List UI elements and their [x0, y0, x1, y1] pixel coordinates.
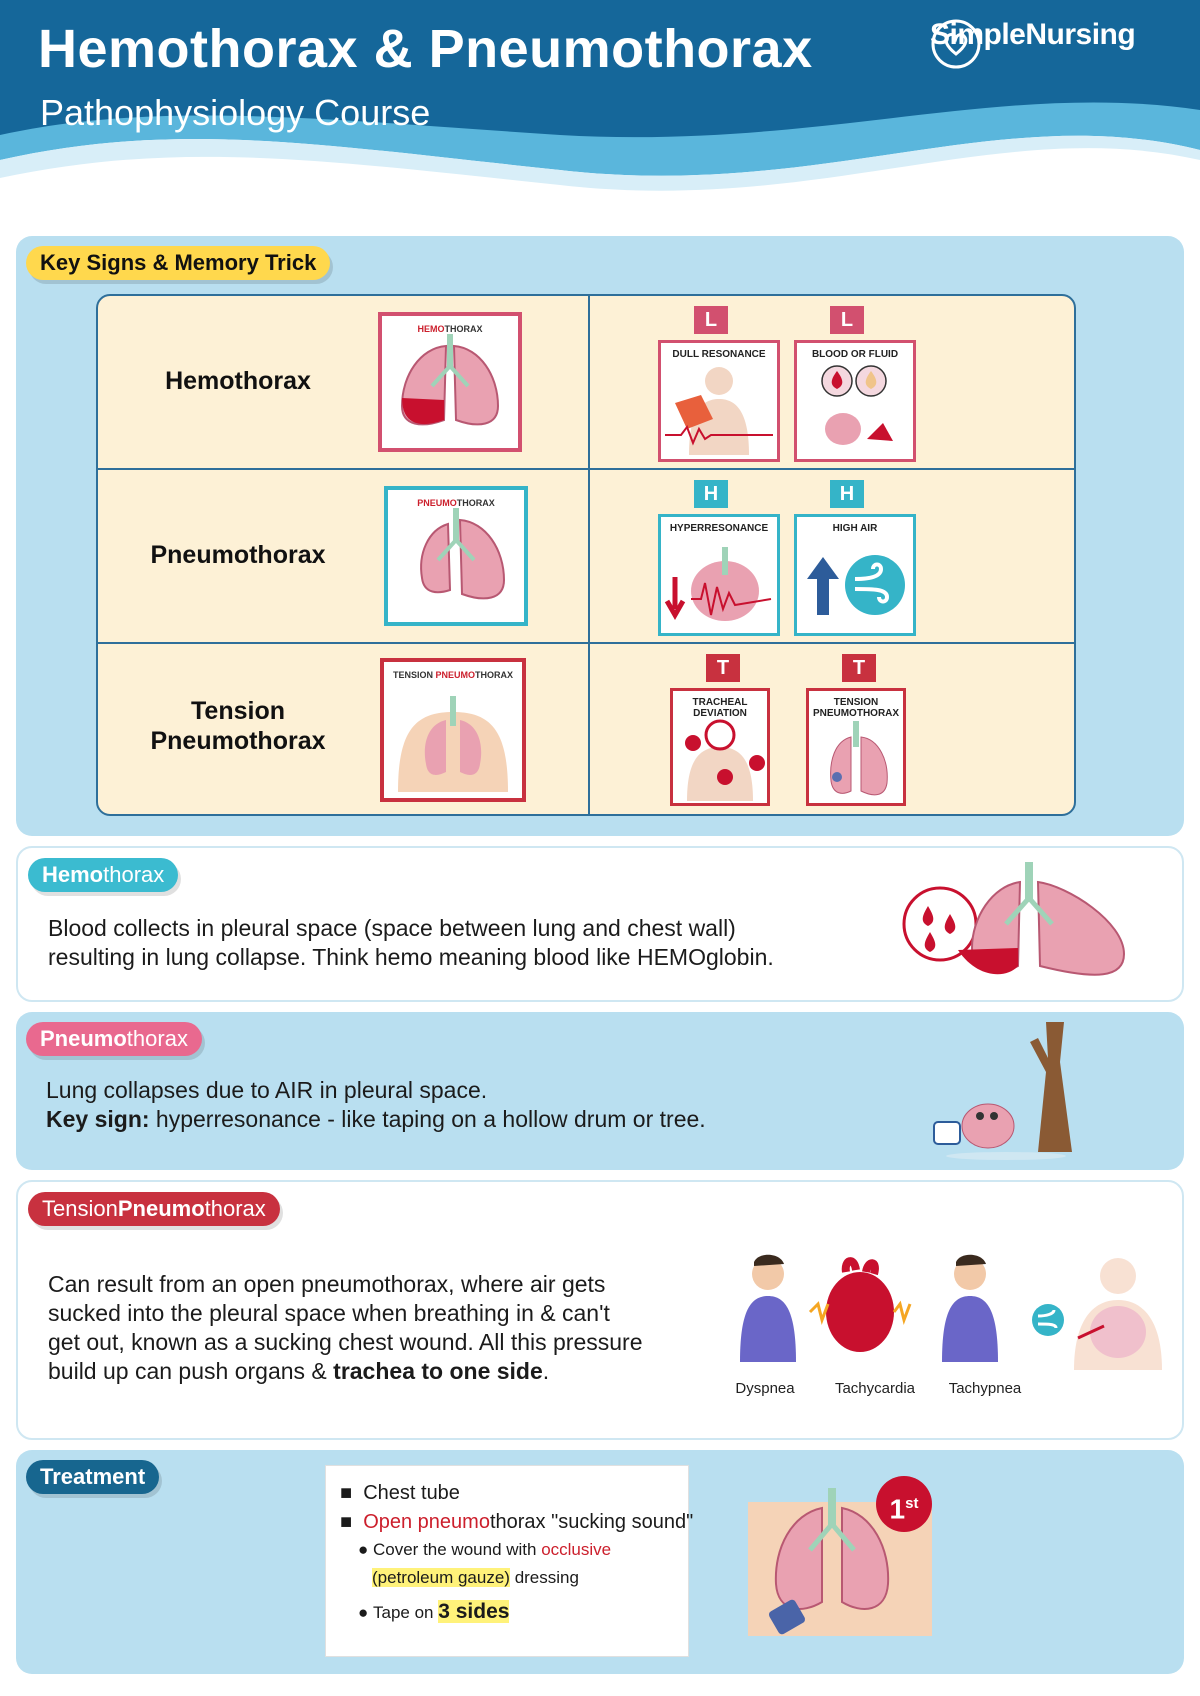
collapsed-lung-icon	[388, 490, 524, 622]
symptom-label: Tachycardia	[834, 1380, 916, 1397]
brand-name: SimpleNursing	[930, 18, 1136, 51]
tracheal-deviation-caption: TRACHEAL DEVIATION	[692, 697, 748, 719]
arrow-up-air-icon	[797, 517, 913, 633]
blood-drop-icon	[797, 343, 913, 459]
treatment-item: ■ Open pneumothorax "sucking sound"	[340, 1511, 694, 1533]
chest-lung-icon	[384, 662, 522, 798]
hemothorax-section	[16, 846, 1184, 1002]
row-label-tension-pneumothorax: Tension Pneumothorax	[150, 697, 326, 755]
dull-resonance-caption: DULL RESONANCE	[672, 349, 766, 360]
chest-tube-illustration	[746, 1488, 976, 1638]
tension-pneumothorax-card	[380, 658, 526, 802]
treatment-subitem: ● Tape on 3 sides	[358, 1600, 510, 1623]
high-air-card	[794, 514, 916, 636]
row-label-pneumothorax: Pneumothorax	[150, 541, 326, 569]
treatment-label: Treatment	[26, 1460, 159, 1494]
treatment-subitem: ● Cover the wound with occlusive	[358, 1540, 612, 1559]
tension-pneumothorax-description: Can result from an open pneumothorax, where air gets sucked into the pleural space when breathing in & can't get out, known as a sucking chest wound. All this pressure build up can push organs & trachea to one side.	[48, 1271, 643, 1384]
tracheal-deviation-card	[670, 688, 770, 806]
badge-h: H	[694, 480, 728, 508]
pneumothorax-card-caption: PNEUMOTHORAX	[417, 498, 495, 508]
hemothorax-card-caption: HEMOTHORAX	[417, 324, 483, 334]
stethoscope-heart-icon	[930, 18, 982, 70]
tension-lung-icon	[809, 691, 903, 803]
hyperresonance-lung-icon	[661, 517, 777, 633]
lung-with-blood-icon	[382, 316, 518, 448]
blood-or-fluid-card	[794, 340, 916, 462]
hemothorax-lung-illustration	[888, 862, 1128, 988]
page-subtitle: Pathophysiology Course	[40, 92, 431, 133]
symptom-label: Dyspnea	[735, 1380, 795, 1397]
hyperresonance-caption: HYPERRESONANCE	[669, 523, 769, 534]
row-label-hemothorax: Hemothorax	[165, 367, 311, 395]
hemothorax-label: Hemo thorax	[28, 858, 178, 892]
badge-l: L	[694, 306, 728, 334]
hemothorax-description: Blood collects in pleural space (space between lung and chest wall) resulting in lung collapse. Think hemo meaning blood like HEMOglobin.	[48, 915, 774, 970]
tension-pneumothorax-sign-card	[806, 688, 906, 806]
dull-resonance-card	[658, 340, 780, 462]
treatment-list	[326, 1466, 694, 1656]
pneumothorax-card	[384, 486, 528, 626]
lung-drum-tree-illustration	[926, 1022, 1086, 1162]
table-row-tension-pneumothorax	[98, 644, 1074, 816]
dyspnea-tachycardia-illustration	[718, 1252, 918, 1372]
first-priority-badge: 1st	[876, 1476, 932, 1532]
tension-card-caption: TENSION PNEUMOTHORAX	[392, 670, 514, 680]
pneumothorax-description: Lung collapses due to AIR in pleural space. Key sign: hyperresonance - like taping on a hollow drum or tree.	[46, 1077, 706, 1132]
tracheal-deviation-icon	[673, 691, 767, 803]
hyperresonance-card	[658, 514, 780, 636]
percussion-chest-icon	[661, 343, 777, 459]
key-signs-section	[16, 236, 1184, 836]
hemothorax-card	[378, 312, 522, 452]
badge-h: H	[830, 480, 864, 508]
header	[0, 0, 1200, 230]
blood-or-fluid-caption: BLOOD OR FLUID	[811, 349, 899, 360]
high-air-caption: HIGH AIR	[832, 523, 878, 534]
tension-pneumothorax-section	[16, 1180, 1184, 1440]
badge-t: T	[706, 654, 740, 682]
key-signs-table	[96, 294, 1076, 816]
brand-logo	[930, 18, 1135, 52]
symptom-label: Tachypnea	[948, 1380, 1022, 1397]
badge-l: L	[830, 306, 864, 334]
treatment-section	[16, 1450, 1184, 1674]
table-row-hemothorax	[98, 296, 1074, 470]
tachypnea-chest-illustration	[928, 1252, 1178, 1372]
tension-pneumothorax-label: Tension Pneumo thorax	[28, 1192, 280, 1226]
table-row-pneumothorax	[98, 470, 1074, 644]
treatment-subitem-continued: (petroleum gauze) dressing	[372, 1568, 579, 1587]
pneumothorax-label: Pneumo thorax	[26, 1022, 202, 1056]
pneumothorax-section	[16, 1012, 1184, 1170]
treatment-item: ■ Chest tube	[340, 1482, 460, 1504]
key-signs-label: Key Signs & Memory Trick	[26, 246, 330, 280]
page-title: Hemothorax & Pneumothorax	[38, 19, 813, 79]
badge-t: T	[842, 654, 876, 682]
tension-sign-caption: TENSION PNEUMOTHORAX	[812, 697, 900, 719]
